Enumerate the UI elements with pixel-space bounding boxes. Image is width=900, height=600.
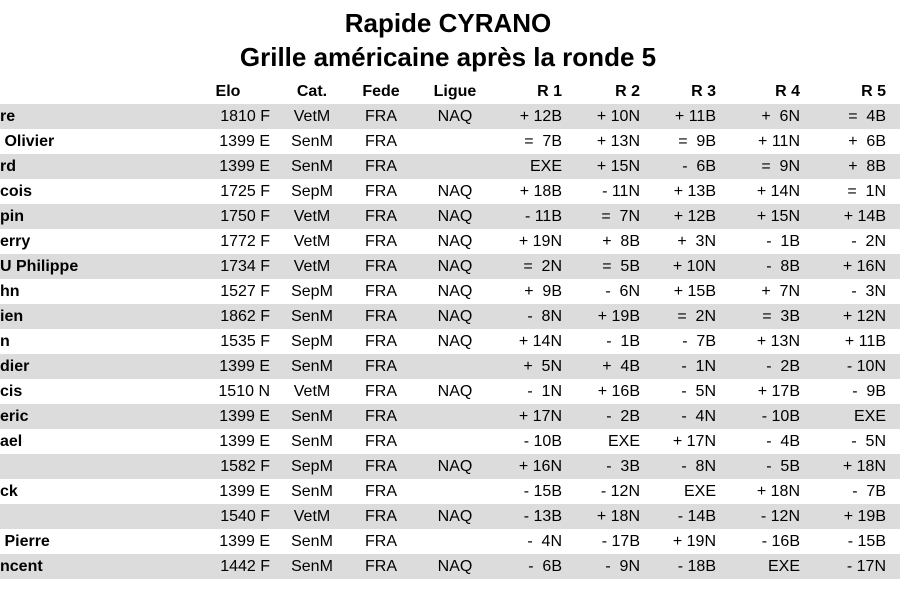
round-2-cell: + 19B [576,304,654,329]
round-5-cell: = 4B [814,104,900,129]
table-row [0,129,900,154]
elo-cell: 1734 F [178,254,278,279]
round-1-cell: + 19N [494,229,576,254]
federation-cell: FRA [346,104,416,129]
round-3-cell: - 6B [654,154,730,179]
round-1-cell: + 18B [494,179,576,204]
table-header-row [0,80,900,104]
player-name-cell: n [0,329,178,354]
elo-cell: 1750 F [178,204,278,229]
player-name-cell: erry [0,229,178,254]
round-3-cell: = 9B [654,129,730,154]
header-ligue: Ligue [433,83,477,100]
table-row [0,179,900,204]
elo-cell: 1527 F [178,279,278,304]
table-row [0,479,900,504]
league-cell [416,479,494,504]
results-table [0,80,900,579]
round-4-cell: - 12N [730,504,814,529]
league-cell [416,404,494,429]
federation-cell: FRA [346,179,416,204]
round-2-cell: - 17B [576,529,654,554]
elo-cell: 1862 F [178,304,278,329]
player-name-cell: ien [0,304,178,329]
player-name-cell: U Philippe [0,254,178,279]
round-5-cell: + 18N [814,454,900,479]
federation-cell: FRA [346,329,416,354]
elo-cell: 1399 E [178,129,278,154]
table-row [0,104,900,129]
round-2-cell: + 4B [576,354,654,379]
federation-cell: FRA [346,479,416,504]
category-cell: SenM [278,529,346,554]
round-4-cell: = 9N [730,154,814,179]
header-r1: R 1 [537,83,562,100]
league-cell: NAQ [416,104,494,129]
round-1-cell: + 9B [494,279,576,304]
league-cell [416,129,494,154]
player-name-cell: cois [0,179,178,204]
elo-cell: 1399 E [178,529,278,554]
round-3-cell: + 13B [654,179,730,204]
category-cell: VetM [278,254,346,279]
table-row [0,254,900,279]
table-row [0,404,900,429]
round-3-cell: = 2N [654,304,730,329]
elo-cell: 1582 F [178,454,278,479]
league-cell: NAQ [416,204,494,229]
elo-cell: 1399 E [178,404,278,429]
federation-cell: FRA [346,504,416,529]
league-cell: NAQ [416,304,494,329]
league-cell: NAQ [416,504,494,529]
league-cell: NAQ [416,329,494,354]
round-3-cell: - 14B [654,504,730,529]
player-name-cell: Pierre [0,529,178,554]
player-name-cell: re [0,104,178,129]
table-row [0,229,900,254]
federation-cell: FRA [346,404,416,429]
elo-cell: 1535 F [178,329,278,354]
round-2-cell: + 16B [576,379,654,404]
round-5-cell: + 11B [814,329,900,354]
round-2-cell: - 3B [576,454,654,479]
elo-cell: 1399 E [178,154,278,179]
player-name-cell: pin [0,204,178,229]
federation-cell: FRA [346,454,416,479]
table-row [0,429,900,454]
player-name-cell: ck [0,479,178,504]
table-row [0,454,900,479]
round-4-cell: - 8B [730,254,814,279]
table-row [0,154,900,179]
federation-cell: FRA [346,229,416,254]
table-row [0,304,900,329]
table-row [0,354,900,379]
round-2-cell: = 5B [576,254,654,279]
elo-cell: 1399 E [178,354,278,379]
league-cell [416,354,494,379]
round-3-cell: - 18B [654,554,730,579]
league-cell: NAQ [416,454,494,479]
round-5-cell: + 8B [814,154,900,179]
round-4-cell: - 2B [730,354,814,379]
player-name-cell [0,454,178,479]
category-cell: SenM [278,479,346,504]
round-2-cell: - 12N [576,479,654,504]
league-cell: NAQ [416,379,494,404]
elo-cell: 1442 F [178,554,278,579]
player-name-cell: ncent [0,554,178,579]
federation-cell: FRA [346,279,416,304]
round-2-cell: - 11N [576,179,654,204]
round-5-cell: + 19B [814,504,900,529]
category-cell: SenM [278,154,346,179]
elo-cell: 1510 N [178,379,278,404]
round-3-cell: + 12B [654,204,730,229]
round-4-cell: + 13N [730,329,814,354]
round-3-cell: + 3N [654,229,730,254]
round-1-cell: = 2N [494,254,576,279]
round-1-cell: = 7B [494,129,576,154]
category-cell: VetM [278,229,346,254]
category-cell: SenM [278,129,346,154]
round-4-cell: + 18N [730,479,814,504]
round-1-cell: + 12B [494,104,576,129]
player-name-cell: cis [0,379,178,404]
round-1-cell: - 1N [494,379,576,404]
federation-cell: FRA [346,254,416,279]
league-cell: NAQ [416,179,494,204]
table-row [0,529,900,554]
elo-cell: 1725 F [178,179,278,204]
round-3-cell: - 7B [654,329,730,354]
round-1-cell: - 13B [494,504,576,529]
federation-cell: FRA [346,204,416,229]
federation-cell: FRA [346,354,416,379]
federation-cell: FRA [346,304,416,329]
round-2-cell: = 7N [576,204,654,229]
round-5-cell: - 17N [814,554,900,579]
round-2-cell: EXE [576,429,654,454]
category-cell: SepM [278,279,346,304]
round-5-cell: + 14B [814,204,900,229]
league-cell [416,529,494,554]
round-3-cell: + 10N [654,254,730,279]
table-row [0,279,900,304]
round-2-cell: + 13N [576,129,654,154]
page-title: Rapide CYRANO [344,8,552,38]
category-cell: VetM [278,104,346,129]
round-4-cell: = 3B [730,304,814,329]
federation-cell: FRA [346,529,416,554]
federation-cell: FRA [346,129,416,154]
federation-cell: FRA [346,154,416,179]
round-2-cell: + 18N [576,504,654,529]
league-cell: NAQ [416,254,494,279]
round-5-cell: - 2N [814,229,900,254]
round-1-cell: + 17N [494,404,576,429]
elo-cell: 1399 E [178,479,278,504]
player-name-cell [0,504,178,529]
round-3-cell: - 4N [654,404,730,429]
league-cell [416,154,494,179]
round-5-cell: + 16N [814,254,900,279]
header-r5: R 5 [861,83,886,100]
league-cell: NAQ [416,279,494,304]
round-1-cell: + 16N [494,454,576,479]
round-1-cell: - 10B [494,429,576,454]
round-4-cell: EXE [730,554,814,579]
category-cell: SenM [278,304,346,329]
header-name [0,80,178,104]
round-2-cell: + 15N [576,154,654,179]
category-cell: SenM [278,404,346,429]
player-name-cell: Olivier [0,129,178,154]
round-1-cell: EXE [494,154,576,179]
federation-cell: FRA [346,429,416,454]
elo-cell: 1772 F [178,229,278,254]
round-3-cell: - 5N [654,379,730,404]
table-row [0,504,900,529]
player-name-cell: rd [0,154,178,179]
table-row [0,329,900,354]
header-elo: Elo [215,83,241,100]
league-cell: NAQ [416,554,494,579]
elo-cell: 1399 E [178,429,278,454]
round-5-cell: - 3N [814,279,900,304]
header-r4: R 4 [775,83,800,100]
round-4-cell: + 17B [730,379,814,404]
page-subtitle: Grille américaine après la ronde 5 [239,42,657,72]
round-1-cell: - 6B [494,554,576,579]
round-1-cell: + 14N [494,329,576,354]
category-cell: SepM [278,454,346,479]
elo-cell: 1810 F [178,104,278,129]
round-3-cell: + 11B [654,104,730,129]
round-1-cell: - 8N [494,304,576,329]
round-3-cell: EXE [654,479,730,504]
league-cell: NAQ [416,229,494,254]
round-4-cell: + 14N [730,179,814,204]
player-name-cell: dier [0,354,178,379]
round-5-cell: = 1N [814,179,900,204]
header-r2: R 2 [615,83,640,100]
player-name-cell: ael [0,429,178,454]
round-4-cell: + 15N [730,204,814,229]
category-cell: SepM [278,179,346,204]
player-name-cell: eric [0,404,178,429]
round-3-cell: + 19N [654,529,730,554]
header-r3: R 3 [691,83,716,100]
table-row [0,554,900,579]
player-name-cell: hn [0,279,178,304]
round-2-cell: - 1B [576,329,654,354]
table-body [0,104,900,579]
round-3-cell: + 17N [654,429,730,454]
round-2-cell: + 8B [576,229,654,254]
round-4-cell: + 11N [730,129,814,154]
round-5-cell: + 12N [814,304,900,329]
round-5-cell: - 7B [814,479,900,504]
round-5-cell: - 9B [814,379,900,404]
round-5-cell: - 5N [814,429,900,454]
round-4-cell: - 1B [730,229,814,254]
table-row [0,379,900,404]
round-3-cell: - 8N [654,454,730,479]
category-cell: SepM [278,329,346,354]
round-3-cell: - 1N [654,354,730,379]
round-1-cell: - 11B [494,204,576,229]
category-cell: SenM [278,354,346,379]
league-cell [416,429,494,454]
category-cell: SenM [278,429,346,454]
header-cat: Cat. [296,83,328,100]
round-4-cell: - 4B [730,429,814,454]
round-1-cell: - 15B [494,479,576,504]
elo-cell: 1540 F [178,504,278,529]
round-2-cell: - 2B [576,404,654,429]
category-cell: VetM [278,204,346,229]
table-row [0,204,900,229]
header-fede: Fede [362,83,400,100]
federation-cell: FRA [346,379,416,404]
category-cell: VetM [278,504,346,529]
category-cell: VetM [278,379,346,404]
round-2-cell: - 6N [576,279,654,304]
round-5-cell: - 15B [814,529,900,554]
round-5-cell: - 10N [814,354,900,379]
round-4-cell: - 16B [730,529,814,554]
round-1-cell: - 4N [494,529,576,554]
round-4-cell: + 7N [730,279,814,304]
federation-cell: FRA [346,554,416,579]
round-5-cell: + 6B [814,129,900,154]
round-4-cell: - 10B [730,404,814,429]
round-4-cell: + 6N [730,104,814,129]
round-2-cell: + 10N [576,104,654,129]
category-cell: SenM [278,554,346,579]
round-1-cell: + 5N [494,354,576,379]
round-5-cell: EXE [814,404,900,429]
round-2-cell: - 9N [576,554,654,579]
round-3-cell: + 15B [654,279,730,304]
round-4-cell: - 5B [730,454,814,479]
